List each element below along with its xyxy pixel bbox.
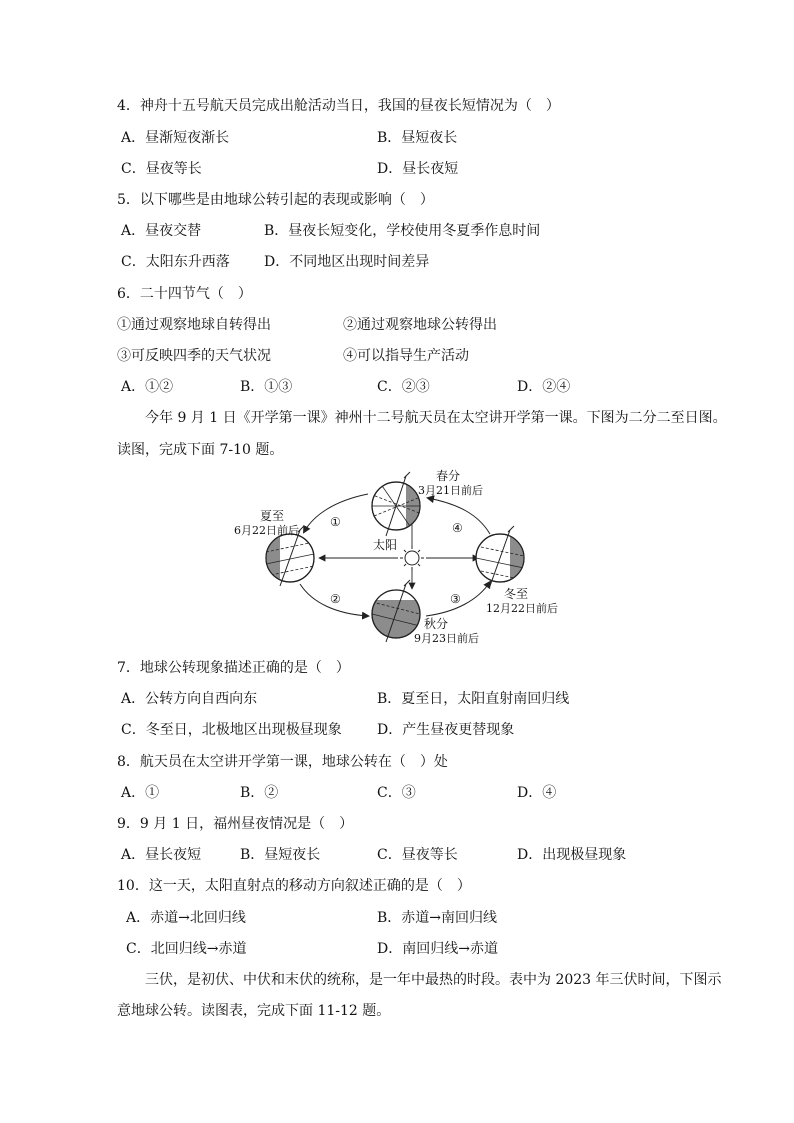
winter-solstice-earth <box>476 526 524 586</box>
question-7-option-b: B．夏至日，太阳直射南回归线 <box>377 691 570 707</box>
question-8-option-b: B．② <box>240 785 279 801</box>
question-9-option-a: A．昼长夜短 <box>121 847 202 863</box>
summer-solstice-date: 6月22日前后 <box>234 524 299 537</box>
question-5-option-a: A．昼夜交替 <box>121 223 202 239</box>
question-10-option-a: A．赤道→北回归线 <box>126 910 246 926</box>
question-4-stem: 4．神舟十五号航天员完成出舱活动当日，我国的昼夜长短情况为（ ） <box>117 98 560 114</box>
intro-paragraph-1-line-1: 今年 9 月 1 日《开学第一课》神州十二号航天员在太空讲开学第一课。下图为二分二至日图。 <box>145 410 727 426</box>
question-8-stem: 8．航天员在太空讲开学第一课，地球公转在（ ）处 <box>117 754 448 770</box>
question-6-statement-1: ①通过观察地球自转得出 <box>117 317 271 333</box>
sun-icon <box>400 546 424 570</box>
question-10-option-b: B．赤道→南回归线 <box>377 910 498 926</box>
arc-label-1: ① <box>330 515 341 529</box>
question-7-option-a: A．公转方向自西向东 <box>121 691 258 707</box>
question-6-statement-3: ③可反映四季的天气状况 <box>117 348 271 364</box>
autumn-equinox-name: 秋分 <box>424 617 449 631</box>
question-8-option-c: C．③ <box>377 785 416 801</box>
winter-solstice-name: 冬至 <box>504 587 529 601</box>
arc-label-2: ② <box>330 592 341 606</box>
spring-equinox-date: 3月21日前后 <box>418 484 483 497</box>
question-9-option-d: D．出现极昼现象 <box>517 847 627 863</box>
question-9-option-c: C．昼夜等长 <box>377 847 458 863</box>
question-7-option-d: D．产生昼夜更替现象 <box>377 722 515 738</box>
question-4-option-b: B．昼短夜长 <box>377 130 458 146</box>
question-4-option-a: A．昼渐短夜渐长 <box>121 130 230 146</box>
winter-solstice-date: 12月22日前后 <box>486 602 558 615</box>
question-6-statement-2: ②通过观察地球公转得出 <box>343 317 497 333</box>
question-7-option-c: C．冬至日，北极地区出现极昼现象 <box>121 722 342 738</box>
question-6-statement-4: ④可以指导生产活动 <box>343 348 469 364</box>
arc-label-3: ③ <box>450 592 461 606</box>
question-10-stem: 10．这一天，太阳直射点的移动方向叙述正确的是（ ） <box>117 878 471 894</box>
question-5-option-d: D．不同地区出现时间差异 <box>264 254 430 270</box>
question-6-option-d: D．②④ <box>517 379 571 395</box>
autumn-equinox-date: 9月23日前后 <box>414 632 479 645</box>
summer-solstice-name: 夏至 <box>260 509 285 523</box>
question-6-stem: 6．二十四节气（ ） <box>117 286 252 302</box>
question-10-option-c: C．北回归线→赤道 <box>126 941 247 957</box>
intro-paragraph-2-line-1: 三伏，是初伏、中伏和末伏的统称，是一年中最热的时段。表中为 2023 年三伏时间，下图示 <box>145 972 722 988</box>
question-9-stem: 9．9 月 1 日，福州昼夜情况是（ ） <box>117 816 354 832</box>
intro-paragraph-1-line-2: 读图，完成下面 7-10 题。 <box>117 442 284 458</box>
question-8-option-a: A．① <box>121 785 160 801</box>
question-4-option-c: C．昼夜等长 <box>121 161 202 177</box>
question-10-option-d: D．南回归线→赤道 <box>377 941 498 957</box>
autumn-equinox-earth <box>372 580 420 642</box>
spring-equinox-name: 春分 <box>436 469 461 483</box>
intro-paragraph-2-line-2: 意地球公转。读图表，完成下面 11-12 题。 <box>117 1003 391 1019</box>
question-5-option-b: B．昼夜长短变化，学校使用冬夏季作息时间 <box>264 223 541 239</box>
question-7-stem: 7．地球公转现象描述正确的是（ ） <box>117 660 350 676</box>
spring-equinox-earth <box>370 472 422 536</box>
question-6-option-a: A．①② <box>121 379 174 395</box>
question-8-option-d: D．④ <box>517 785 557 801</box>
question-9-option-b: B．昼短夜长 <box>240 847 321 863</box>
question-6-option-c: C．②③ <box>377 379 430 395</box>
question-5-option-c: C．太阳东升西落 <box>121 254 230 270</box>
question-5-stem: 5．以下哪些是由地球公转引起的表现或影响（ ） <box>117 192 434 208</box>
question-4-option-d: D．昼长夜短 <box>377 161 459 177</box>
sun-label: 太阳 <box>373 538 398 552</box>
solstice-equinox-diagram <box>228 466 568 654</box>
arc-label-4: ④ <box>452 521 463 535</box>
question-6-option-b: B．①③ <box>240 379 293 395</box>
